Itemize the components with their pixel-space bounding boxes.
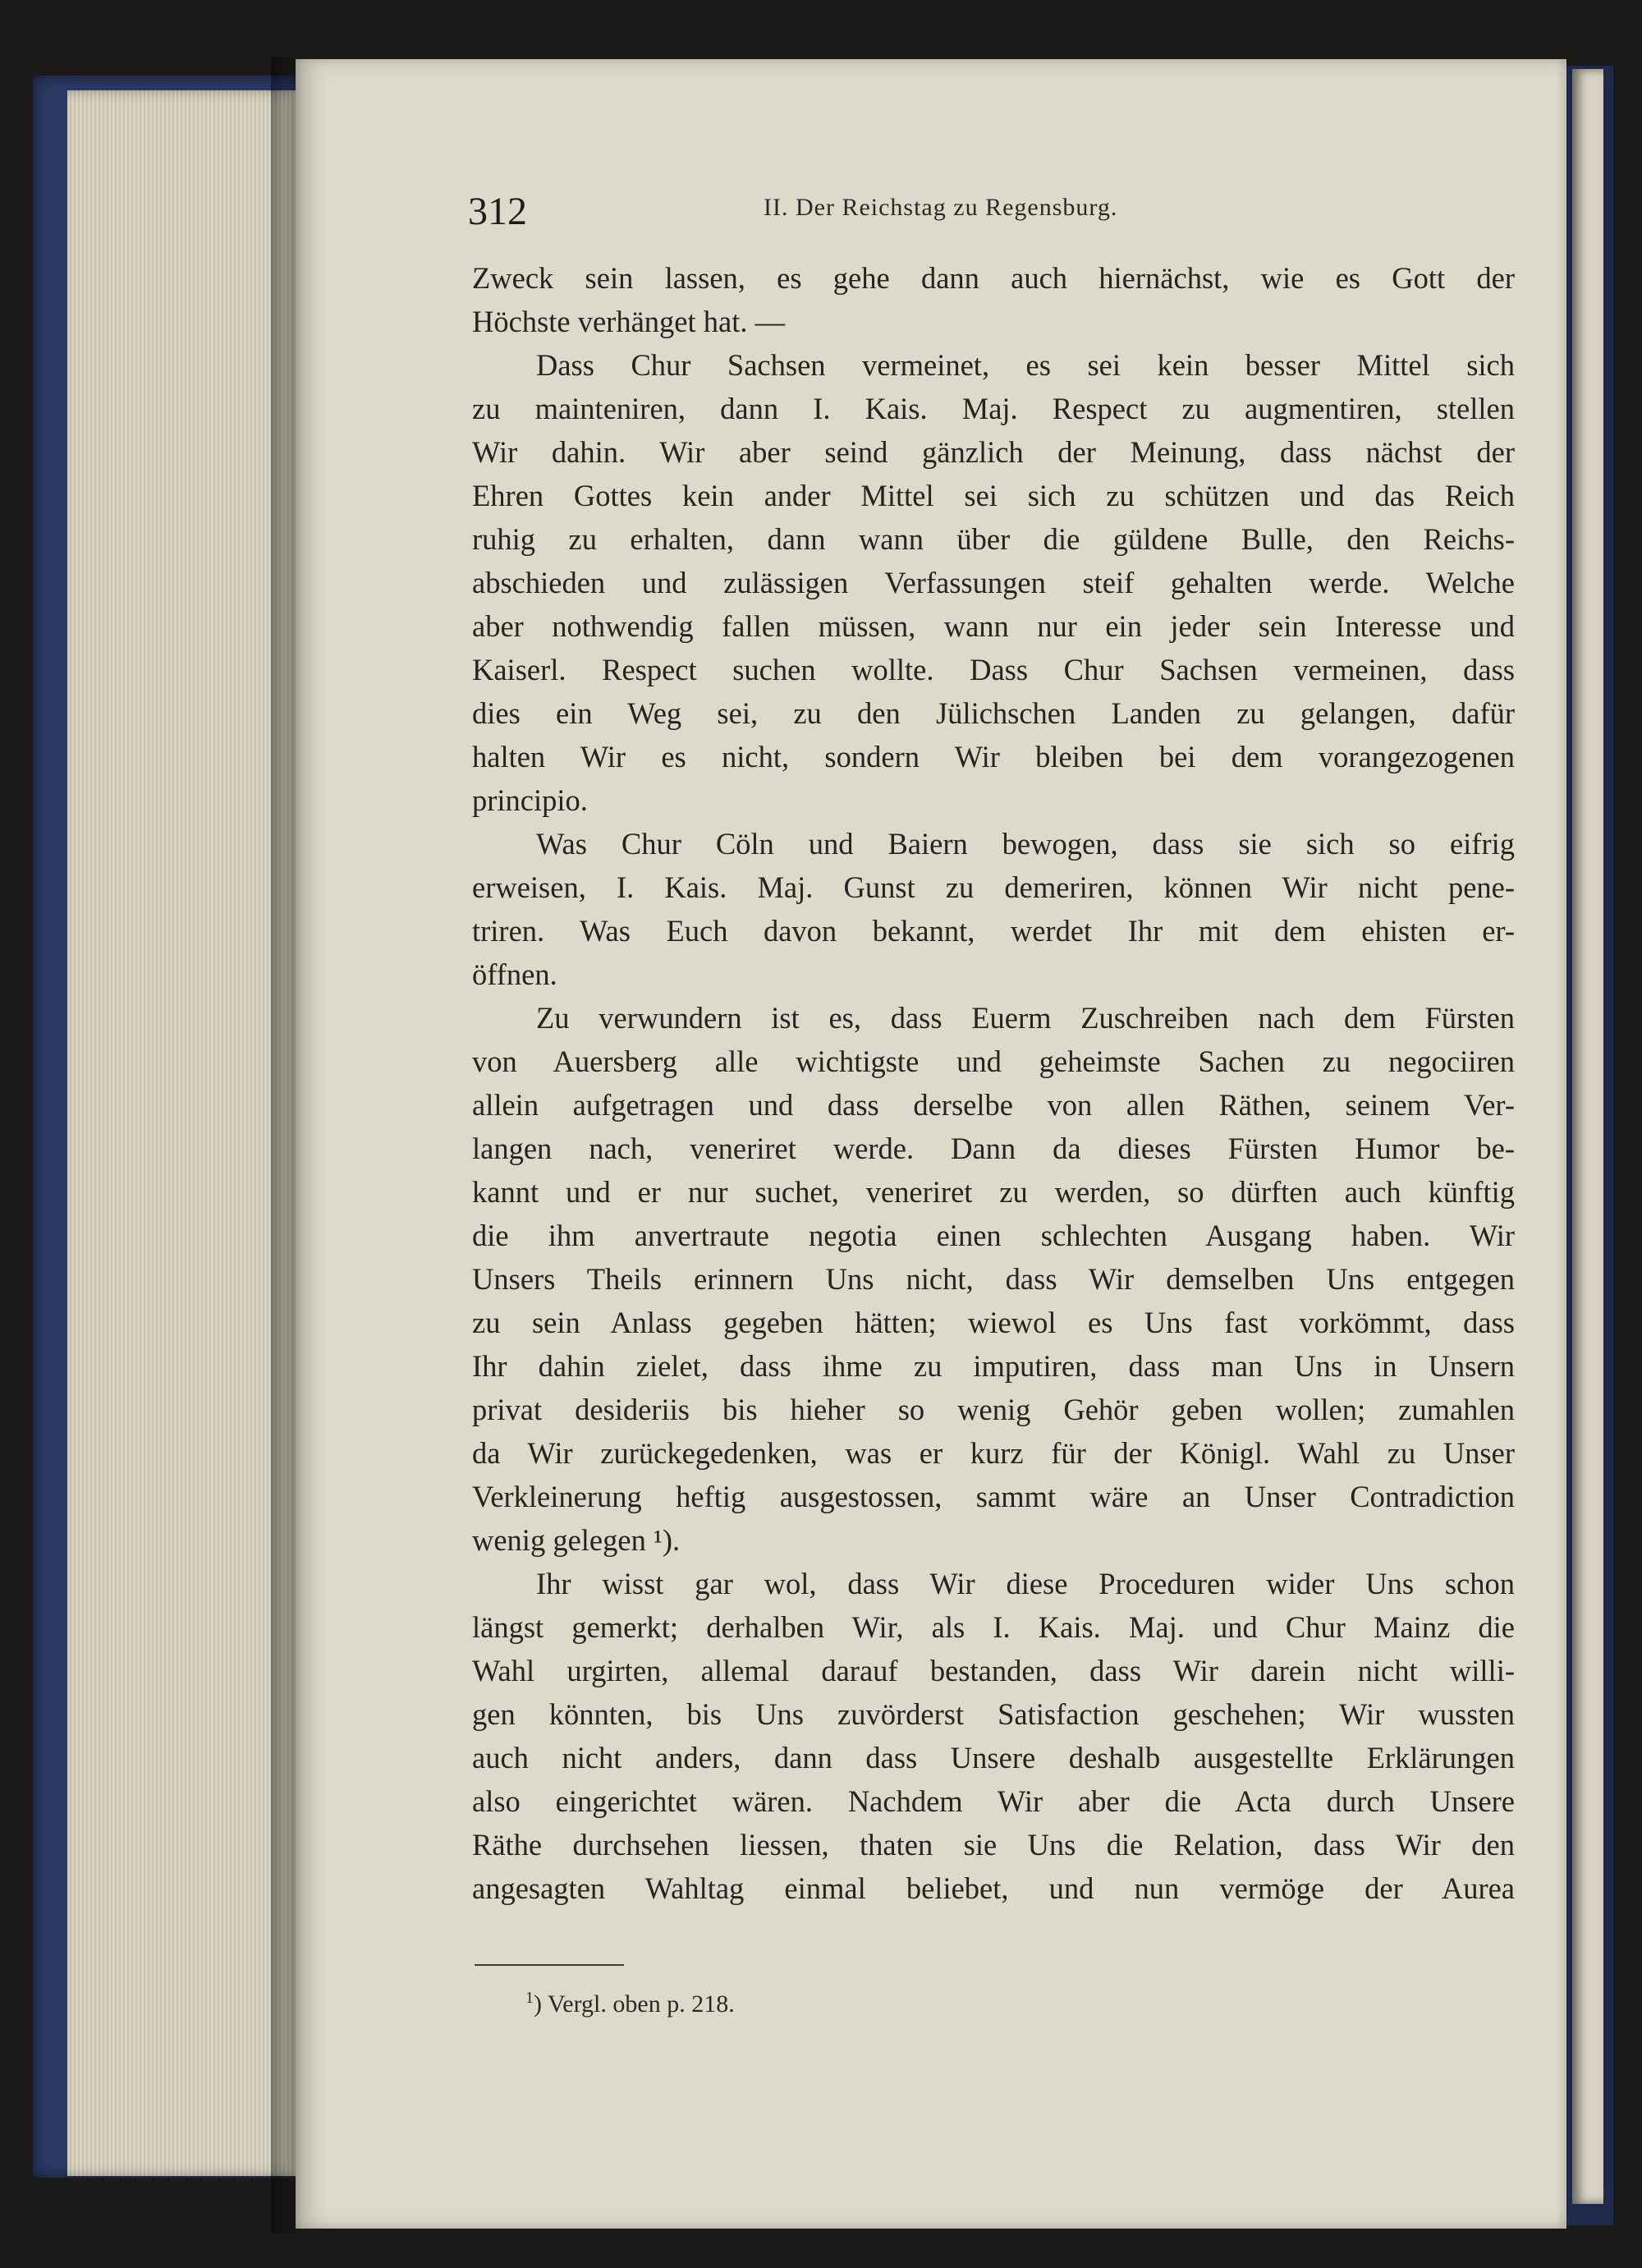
text-line: halten Wir es nicht, sondern Wir bleiben bei dem vorangezogenen [472,740,1515,774]
text-line: von Auersberg alle wichtigste und geheimste Sachen zu negociiren [472,1044,1515,1078]
text-line: kannt und er nur suchet, veneriret zu werden, so dürften auch künftig [472,1175,1515,1209]
text-line: Ihr wisst gar wol, dass Wir diese Proceduren wider Uns schon [536,1567,1515,1600]
text-line: also eingerichtet wären. Nachdem Wir aber die Acta durch Unsere [472,1784,1515,1818]
page-header [468,189,1519,246]
book-page [296,59,1566,2229]
text-line: allein aufgetragen und dass derselbe von allen Räthen, seinem Ver- [472,1088,1515,1122]
running-title: II. Der Reichstag zu Regensburg. [764,194,1118,221]
page-edges [67,90,297,2176]
text-line: Kaiserl. Respect suchen wollte. Dass Chur Sachsen vermeinen, dass [472,653,1515,686]
text-line: angesagten Wahltag einmal beliebet, und nun vermöge der Aurea [472,1871,1515,1905]
text-line: Dass Chur Sachsen vermeinet, es sei kein besser Mittel sich [536,348,1515,382]
text-line: Ihr dahin zielet, dass ihme zu imputiren, dass man Uns in Unsern [472,1349,1515,1383]
text-line: ruhig zu erhalten, dann wann über die güldene Bulle, den Reichs- [472,522,1515,556]
footnote-rule [475,1964,624,1966]
text-line: erweisen, I. Kais. Maj. Gunst zu demeriren, können Wir nicht pene- [472,870,1515,904]
text-line: längst gemerkt; derhalben Wir, als I. Kais. Maj. und Chur Mainz die [472,1610,1515,1644]
footnote [525,1989,735,2018]
text-line: principio. [472,783,588,817]
text-line: öffnen. [472,957,557,991]
text-line: triren. Was Euch davon bekannt, werdet Ihr mit dem ehisten er- [472,914,1515,948]
text-line: Zweck sein lassen, es gehe dann auch hiernächst, wie es Gott der [472,261,1515,295]
text-line: zu sein Anlass gegeben hätten; wiewol es Uns fast vorkömmt, dass [472,1306,1515,1339]
footnote-marker: 1 [525,1989,534,2007]
text-line: da Wir zurückegedenken, was er kurz für der Königl. Wahl zu Unser [472,1436,1515,1470]
text-line: Unsers Theils erinnern Uns nicht, dass Wir demselben Uns entgegen [472,1262,1515,1296]
text-line: zu mainteniren, dann I. Kais. Maj. Respect zu augmentiren, stellen [472,392,1515,425]
text-line: Was Chur Cöln und Baiern bewogen, dass sie sich so eifrig [536,827,1515,861]
text-line: Räthe durchsehen liessen, thaten sie Uns die Relation, dass Wir den [472,1828,1515,1862]
footnote-text: ) Vergl. oben p. 218. [534,1990,735,2018]
text-line: dies ein Weg sei, zu den Jülichschen Landen zu gelangen, dafür [472,696,1515,730]
text-line: Zu verwundern ist es, dass Euerm Zuschreiben nach dem Fürsten [536,1001,1515,1035]
text-line: Ehren Gottes kein ander Mittel sei sich zu schützen und das Reich [472,479,1515,512]
text-line: auch nicht anders, dann dass Unsere deshalb ausgestellte Erklärungen [472,1741,1515,1774]
page-number: 312 [468,190,527,233]
text-line: privat desideriis bis hieher so wenig Gehör geben wollen; zumahlen [472,1393,1515,1426]
text-line: aber nothwendig fallen müssen, wann nur ein jeder sein Interesse und [472,609,1515,643]
text-line: Höchste verhänget hat. — [472,305,786,338]
text-line: Verkleinerung heftig ausgestossen, sammt wäre an Unser Contradiction [472,1480,1515,1513]
facing-page-edge [1572,69,1603,2204]
body-text [472,256,1515,1910]
text-line: Wahl urgirten, allemal darauf bestanden, dass Wir darein nicht willi- [472,1654,1515,1687]
text-line: gen könnten, bis Uns zuvörderst Satisfaction geschehen; Wir wussten [472,1697,1515,1731]
page-gutter-shadow [271,57,304,2234]
text-line: Wir dahin. Wir aber seind gänzlich der Meinung, dass nächst der [472,435,1515,469]
text-line: die ihm anvertraute negotia einen schlechten Ausgang haben. Wir [472,1219,1515,1252]
text-line: wenig gelegen ¹). [472,1523,681,1557]
text-line: langen nach, veneriret werde. Dann da dieses Fürsten Humor be- [472,1132,1515,1165]
text-line: abschieden und zulässigen Verfassungen steif gehalten werde. Welche [472,566,1515,599]
